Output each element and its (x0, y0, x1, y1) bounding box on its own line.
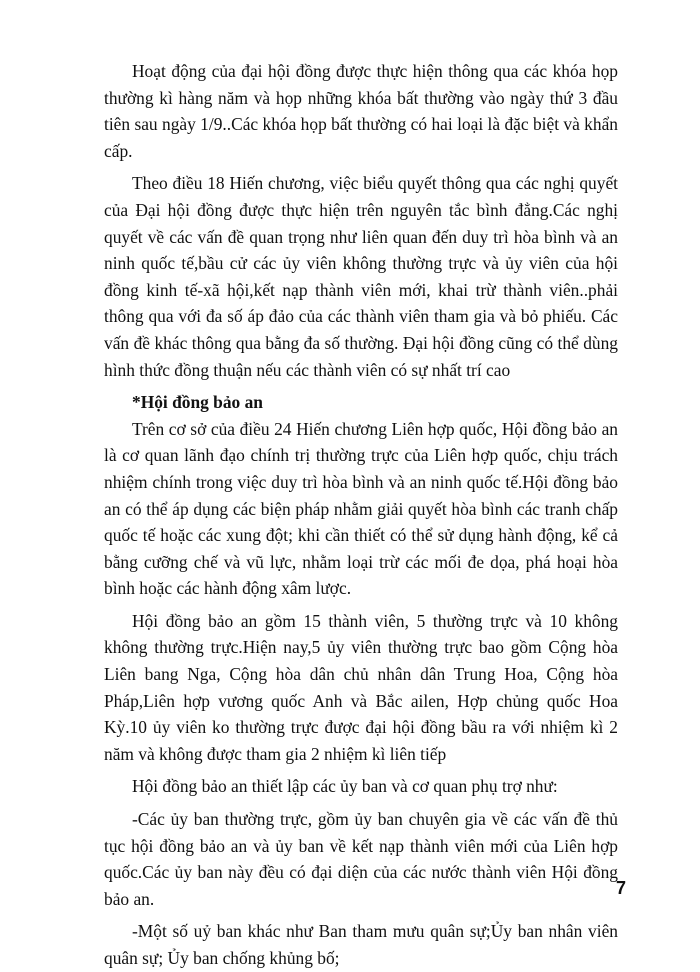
paragraph-standing-committees: -Các ủy ban thường trực, gồm ủy ban chuyên gia về các vấn đề thủ tục hội đồng bảo an và ủy ban về kết nạp thành viên mới của Liên hợp quốc.Các ủy ban này đều có đại diện của các nước thành viên Hội đồng bảo an. (104, 809, 618, 909)
paragraph-security-council-members: Hội đồng bảo an gồm 15 thành viên, 5 thường trực và 10 không không thường trực.Hiện nay,5 ủy viên thường trực bao gồm Cộng hòa Liên bang Nga, Cộng hòa dân chủ nhân dân Trung Hoa, Cộng hòa Pháp,Liên hợp vương quốc Anh và Bắc ailen, Hợp chủng quốc Hoa Kỳ.10 ủy viên ko thường trực được đại hội đồng bầu ra với nhiệm kì 2 năm và không được tham gia 2 nhiệm kì liên tiếp (104, 610, 618, 764)
paragraph-other-committees: -Một số uỷ ban khác như Ban tham mưu quân sự;Ủy ban nhân viên quân sự; Ủy ban chống khủng bố; (104, 921, 618, 968)
paragraph-general-assembly-voting: Theo điều 18 Hiến chương, việc biểu quyết thông qua các nghị quyết của Đại hội đồng được thực hiện trên nguyên tắc bình đẳng.Các nghị quyết về các vấn đề quan trọng như liên quan đến duy trì hòa bình và an ninh quốc tế,bầu cử các ủy viên không thường trực và ủy viên của hội đồng kinh tế-xã hội,kết nạp thành viên mới, khai trừ thành viên..phải thông qua với đa số áp đảo của các thành viên tham gia và bỏ phiếu. Các vấn đề khác thông qua bằng đa số thường. Đại hội đồng cũng có thể dùng hình thức đồng thuận nếu các thành viên có sự nhất trí cao (104, 173, 618, 380)
section-heading-security-council: *Hội đồng bảo an (132, 392, 263, 413)
paragraph-general-assembly-sessions: Hoạt động của đại hội đồng được thực hiện thông qua các khóa họp thường kì hàng năm và họp những khóa bất thường vào ngày thứ 3 đầu tiên sau ngày 1/9..Các khóa họp bất thường có hai loại là đặc biệt và khẩn cấp. (104, 61, 618, 161)
paragraph-security-council-bodies: Hội đồng bảo an thiết lập các ủy ban và cơ quan phụ trợ như: (132, 776, 558, 797)
page-number: 7 (616, 878, 627, 898)
paragraph-security-council-role: Trên cơ sở của điều 24 Hiến chương Liên hợp quốc, Hội đồng bảo an là cơ quan lãnh đạo chính trị thường trực của Liên hợp quốc, chịu trách nhiệm chính trong việc duy trì hòa bình và an ninh quốc tế.Hội đồng bảo an có thể áp dụng các biện pháp nhằm giải quyết hòa bình các tranh chấp quốc tế hoặc các xung đột; khi cần thiết có thể sử dụng hành động, kể cả bằng cưỡng chế và vũ lực, nhằm loại trừ các mối đe dọa, phá hoại hòa bình hoặc các hành động xâm lược. (104, 418, 618, 599)
document-body (104, 58, 618, 972)
